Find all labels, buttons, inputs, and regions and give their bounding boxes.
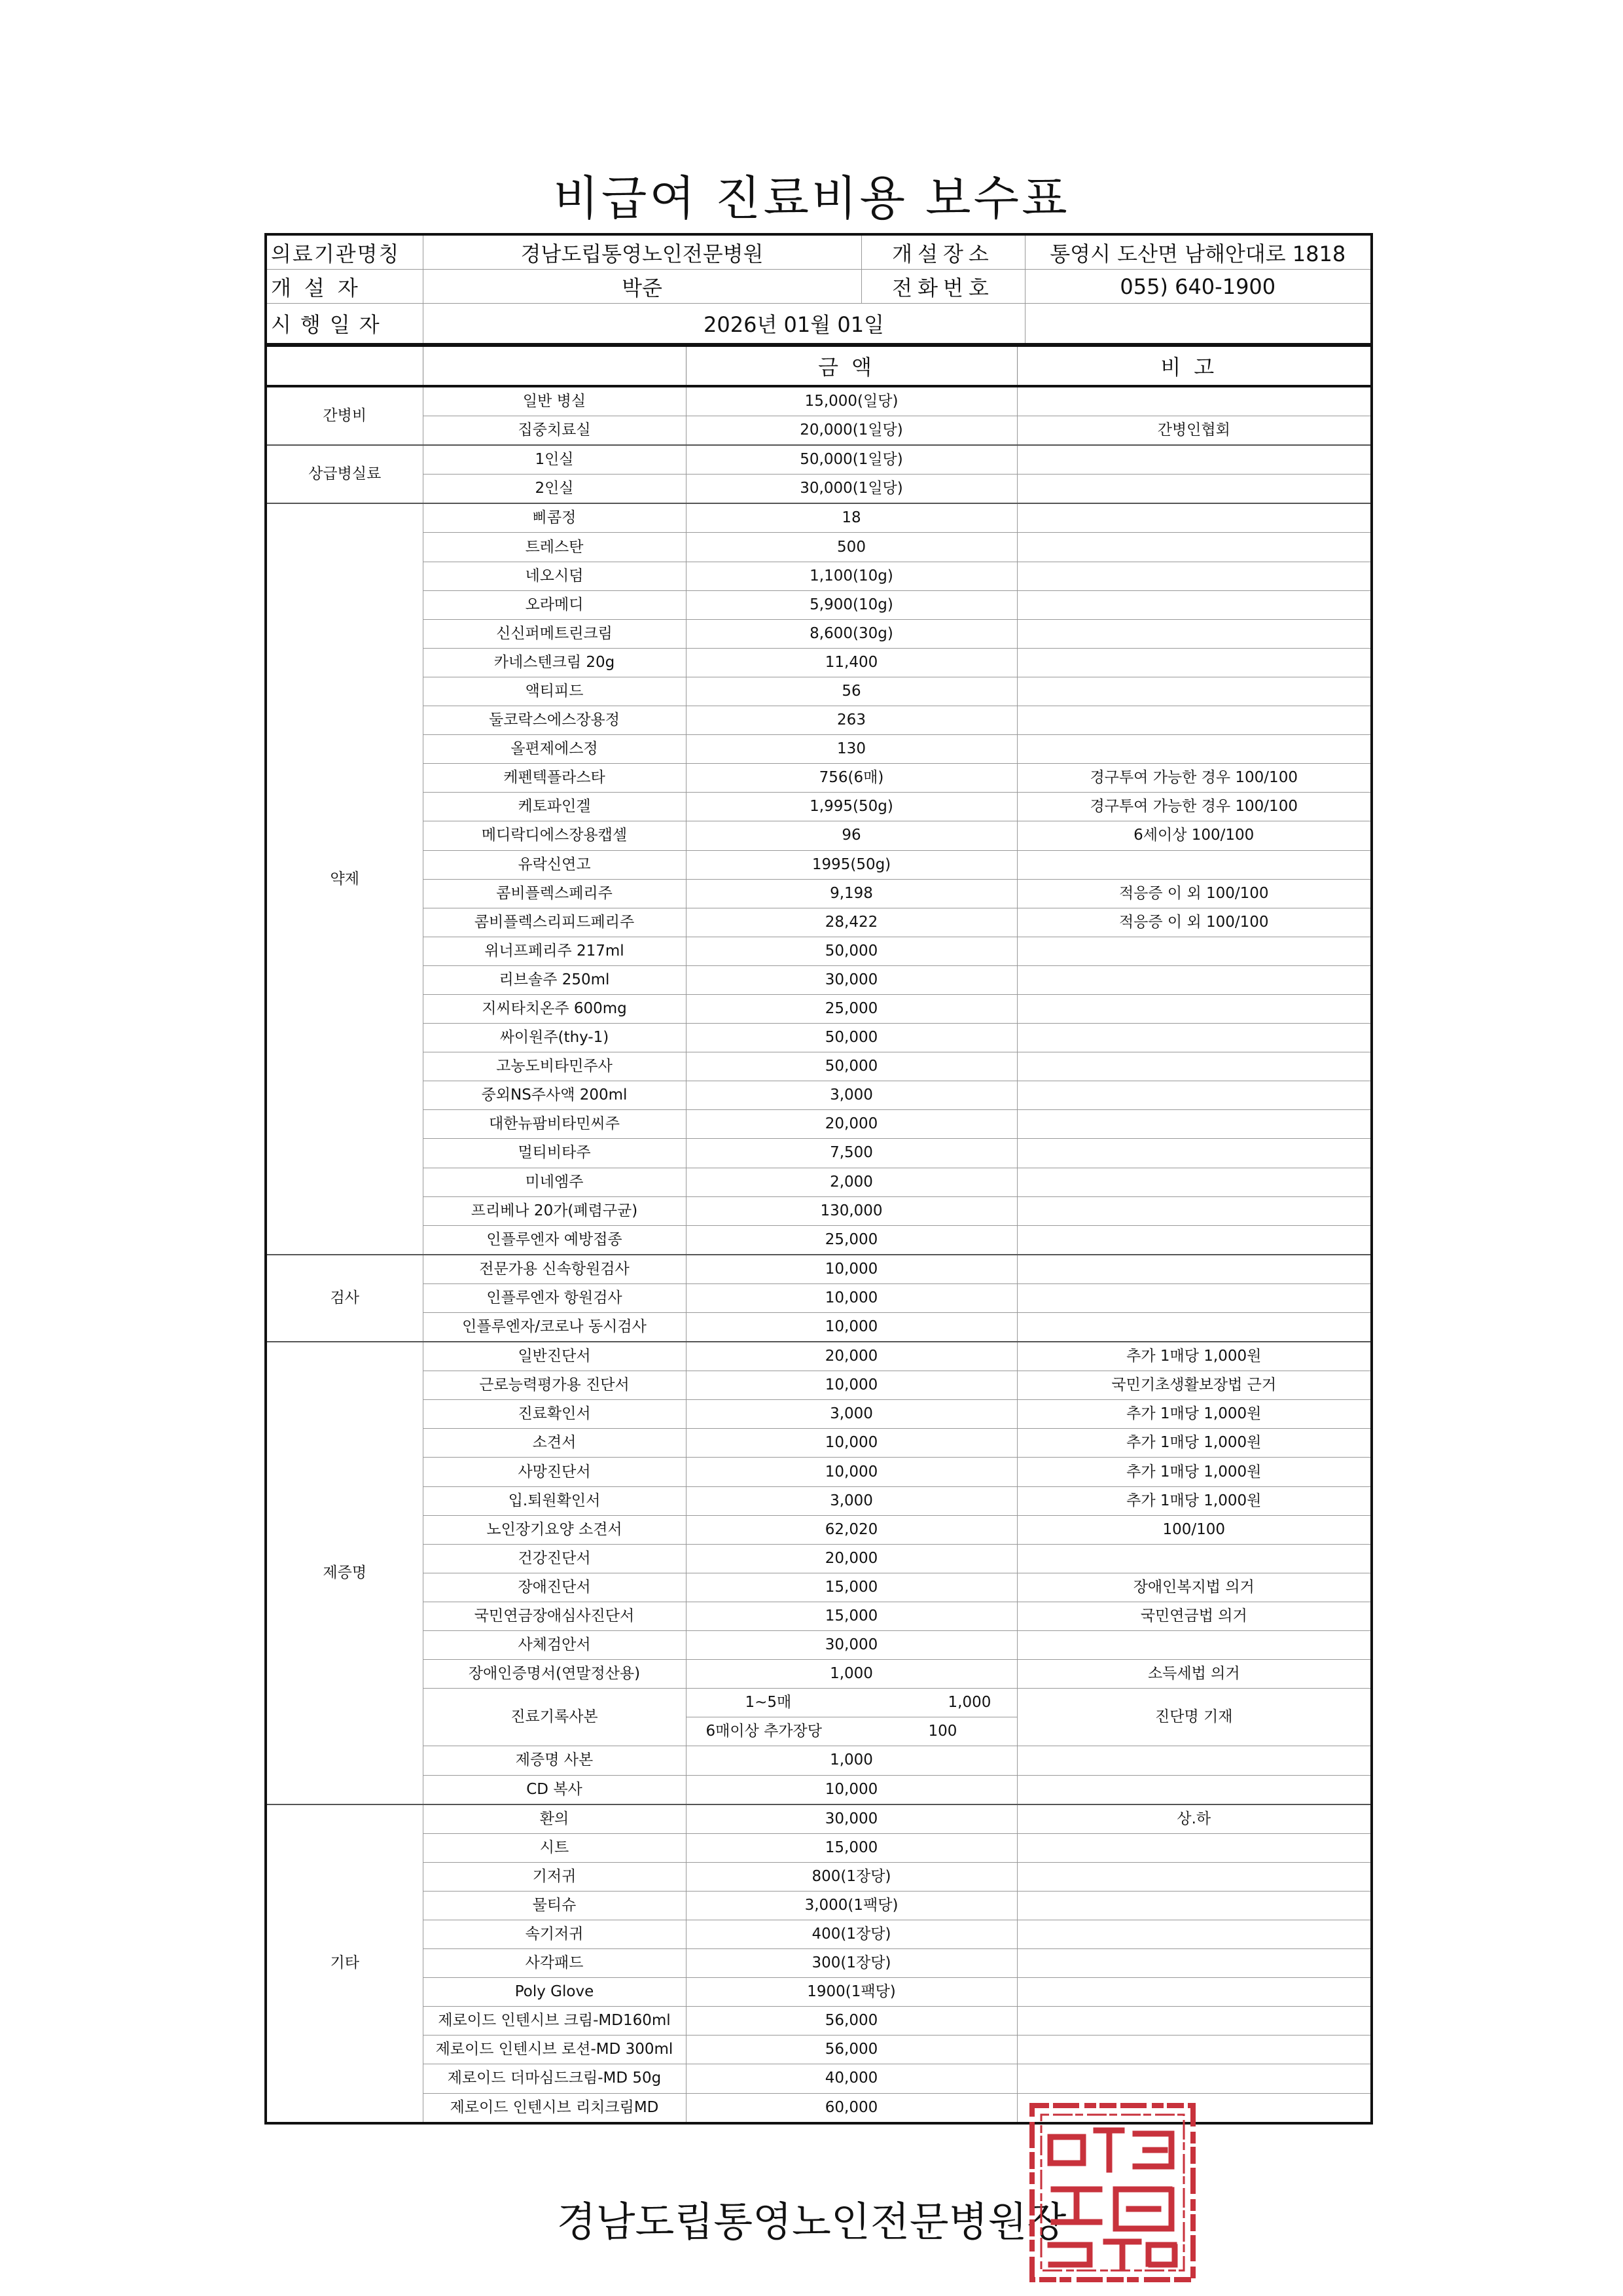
item-cell: 인플루엔자/코로나 동시검사 <box>423 1313 686 1342</box>
hospital-director-signature: 경남도립통영노인전문병원장 <box>556 2198 1067 2246</box>
info-empty-cell <box>1025 304 1372 345</box>
amount-cell: 3,000 <box>686 1486 1017 1515</box>
amount-cell: 15,000 <box>686 1602 1017 1630</box>
table-row <box>266 619 1372 648</box>
table-row <box>266 1660 1372 1689</box>
item-cell: 싸이원주(thy-1) <box>423 1024 686 1052</box>
item-cell: 속기저귀 <box>423 1920 686 1948</box>
note-cell: 적응증 이 외 100/100 <box>1017 908 1372 937</box>
note-cell <box>1017 1631 1372 1660</box>
amount-cell: 130,000 <box>686 1196 1017 1225</box>
amount-cell: 15,000 <box>686 1833 1017 1862</box>
item-cell: 카네스텐크림 20g <box>423 648 686 677</box>
item-cell: 유락신연고 <box>423 850 686 879</box>
amount-cell: 20,000 <box>686 1342 1017 1371</box>
table-row <box>266 386 1372 416</box>
item-cell: CD 복사 <box>423 1775 686 1804</box>
page-title: 비급여 진료비용 보수표 <box>553 171 1070 226</box>
amount-cell: 756(6매) <box>686 764 1017 793</box>
table-row <box>266 1746 1372 1775</box>
item-cell: 소견서 <box>423 1429 686 1458</box>
note-cell <box>1017 1196 1372 1225</box>
item-cell: 위너프페리주 217ml <box>423 937 686 965</box>
item-cell: 사망진단서 <box>423 1458 686 1486</box>
amount-cell: 50,000(1일당) <box>686 445 1017 475</box>
note-cell <box>1017 1746 1372 1775</box>
item-cell: 중외NS주사액 200ml <box>423 1081 686 1110</box>
note-cell <box>1017 1920 1372 1948</box>
table-row <box>266 1110 1372 1139</box>
table-row <box>266 1775 1372 1804</box>
table-row <box>266 1458 1372 1486</box>
amount-cell: 15,000 <box>686 1573 1017 1602</box>
amount-cell: 56 <box>686 677 1017 706</box>
note-cell: 경구투여 가능한 경우 100/100 <box>1017 793 1372 821</box>
note-cell: 진단명 기재 <box>1017 1689 1372 1746</box>
table-row <box>266 1168 1372 1196</box>
fee-header-row <box>266 346 1372 386</box>
category-cell: 제증명 <box>266 1342 423 1804</box>
note-cell: 추가 1매당 1,000원 <box>1017 1342 1372 1371</box>
amount-cell: 1,995(50g) <box>686 793 1017 821</box>
amount-cell <box>686 1717 1017 1746</box>
effective-date-label: 시행일자 <box>266 304 423 345</box>
table-row <box>266 1573 1372 1602</box>
note-cell <box>1017 1081 1372 1110</box>
note-cell <box>1017 850 1372 879</box>
item-cell: 액티피드 <box>423 677 686 706</box>
table-row <box>266 1486 1372 1515</box>
item-cell: 프리베나 20가(폐렴구균) <box>423 1196 686 1225</box>
note-cell: 추가 1매당 1,000원 <box>1017 1486 1372 1515</box>
institution-value: 경남도립통영노인전문병원 <box>423 234 861 270</box>
note-cell <box>1017 2064 1372 2093</box>
item-cell: 멀티비타주 <box>423 1139 686 1168</box>
item-cell: 제로이드 인텐시브 크림-MD160ml <box>423 2007 686 2036</box>
amount-cell: 5,900(10g) <box>686 590 1017 619</box>
amount-cell: 62,020 <box>686 1515 1017 1544</box>
table-row <box>266 1631 1372 1660</box>
item-cell: Poly Glove <box>423 1978 686 2007</box>
item-cell: 물티슈 <box>423 1891 686 1920</box>
amount-cell: 10,000 <box>686 1429 1017 1458</box>
amount-cell: 800(1장당) <box>686 1862 1017 1891</box>
item-cell: 근로능력평가용 진단서 <box>423 1371 686 1400</box>
note-cell <box>1017 1544 1372 1573</box>
amount-cell: 50,000 <box>686 1052 1017 1081</box>
table-row <box>266 706 1372 735</box>
table-row <box>266 1024 1372 1052</box>
item-cell: 진료기록사본 <box>423 1689 686 1746</box>
note-cell: 추가 1매당 1,000원 <box>1017 1429 1372 1458</box>
amount-range-value: 100 <box>928 1723 957 1740</box>
amount-cell: 1995(50g) <box>686 850 1017 879</box>
note-cell: 적응증 이 외 100/100 <box>1017 879 1372 908</box>
founder-label: 개설자 <box>266 270 423 304</box>
item-cell: 장애인증명서(연말정산용) <box>423 1660 686 1689</box>
note-cell: 추가 1매당 1,000원 <box>1017 1400 1372 1429</box>
note-cell: 장애인복지법 의거 <box>1017 1573 1372 1602</box>
table-row <box>266 879 1372 908</box>
table-row <box>266 648 1372 677</box>
note-cell <box>1017 1978 1372 2007</box>
note-cell: 국민연금법 의거 <box>1017 1602 1372 1630</box>
note-cell <box>1017 1052 1372 1081</box>
table-row <box>266 850 1372 879</box>
table-row <box>266 416 1372 446</box>
table-row <box>266 735 1372 764</box>
item-cell: 오라메디 <box>423 590 686 619</box>
item-cell: 올편제에스정 <box>423 735 686 764</box>
item-cell: 일반진단서 <box>423 1342 686 1371</box>
note-cell <box>1017 994 1372 1023</box>
item-cell: 진료확인서 <box>423 1400 686 1429</box>
note-cell: 추가 1매당 1,000원 <box>1017 1458 1372 1486</box>
amount-cell: 28,422 <box>686 908 1017 937</box>
amount-cell: 18 <box>686 503 1017 533</box>
header-category <box>266 346 423 386</box>
item-cell: 1인실 <box>423 445 686 475</box>
amount-cell: 400(1장당) <box>686 1920 1017 1948</box>
official-seal-stamp <box>1024 2098 1201 2287</box>
note-cell <box>1017 590 1372 619</box>
amount-cell: 11,400 <box>686 648 1017 677</box>
fee-table <box>264 344 1373 2125</box>
item-cell: 콤비플렉스페리주 <box>423 879 686 908</box>
amount-cell: 263 <box>686 706 1017 735</box>
table-row <box>266 1139 1372 1168</box>
amount-cell: 10,000 <box>686 1283 1017 1312</box>
table-row <box>266 1429 1372 1458</box>
amount-cell: 10,000 <box>686 1313 1017 1342</box>
table-row <box>266 764 1372 793</box>
table-row <box>266 1255 1372 1284</box>
item-cell: 건강진단서 <box>423 1544 686 1573</box>
amount-cell: 7,500 <box>686 1139 1017 1168</box>
amount-cell: 9,198 <box>686 879 1017 908</box>
amount-cell: 15,000(일당) <box>686 386 1017 416</box>
amount-cell: 8,600(30g) <box>686 619 1017 648</box>
amount-cell: 30,000 <box>686 1631 1017 1660</box>
table-row <box>266 1833 1372 1862</box>
table-row <box>266 821 1372 850</box>
note-cell <box>1017 965 1372 994</box>
item-cell: 환의 <box>423 1804 686 1834</box>
table-row <box>266 1313 1372 1342</box>
seal-stamp-mark <box>1032 2106 1193 2280</box>
amount-cell: 30,000 <box>686 1804 1017 1834</box>
table-row <box>266 937 1372 965</box>
table-row <box>266 994 1372 1023</box>
note-cell <box>1017 503 1372 533</box>
founder-value: 박준 <box>423 270 861 304</box>
note-cell <box>1017 1024 1372 1052</box>
amount-range-label: 6매이상 추가장당 <box>705 1723 822 1740</box>
amount-cell: 50,000 <box>686 937 1017 965</box>
amount-cell: 20,000(1일당) <box>686 416 1017 446</box>
table-row <box>266 1400 1372 1429</box>
note-cell <box>1017 1283 1372 1312</box>
category-cell: 약제 <box>266 503 423 1254</box>
note-cell <box>1017 677 1372 706</box>
note-cell <box>1017 648 1372 677</box>
item-cell: 국민연금장애심사진단서 <box>423 1602 686 1630</box>
item-cell: 사각패드 <box>423 1949 686 1978</box>
item-cell: 신신퍼메트린크림 <box>423 619 686 648</box>
note-cell <box>1017 445 1372 475</box>
note-cell <box>1017 706 1372 735</box>
table-row <box>266 1891 1372 1920</box>
amount-cell: 1,100(10g) <box>686 562 1017 590</box>
item-cell: 입.퇴원확인서 <box>423 1486 686 1515</box>
note-cell <box>1017 1225 1372 1255</box>
fee-table-body <box>266 386 1372 2123</box>
amount-cell: 1,000 <box>686 1746 1017 1775</box>
item-cell: 지씨타치온주 600mg <box>423 994 686 1023</box>
table-row <box>266 1862 1372 1891</box>
amount-cell: 25,000 <box>686 994 1017 1023</box>
note-cell <box>1017 475 1372 504</box>
note-cell <box>1017 2007 1372 2036</box>
table-row <box>266 965 1372 994</box>
institution-label: 의료기관명칭 <box>266 234 423 270</box>
table-row <box>266 1342 1372 1371</box>
note-cell <box>1017 619 1372 648</box>
amount-cell: 10,000 <box>686 1255 1017 1284</box>
amount-cell: 60,000 <box>686 2093 1017 2123</box>
note-cell <box>1017 735 1372 764</box>
header-note: 비고 <box>1017 346 1372 386</box>
amount-cell: 1900(1팩당) <box>686 1978 1017 2007</box>
category-cell: 간병비 <box>266 386 423 445</box>
note-cell <box>1017 1255 1372 1284</box>
info-row <box>266 234 1372 270</box>
item-cell: 장애진단서 <box>423 1573 686 1602</box>
note-cell <box>1017 1110 1372 1139</box>
table-row <box>266 1978 1372 2007</box>
table-row <box>266 1804 1372 1834</box>
note-cell <box>1017 1833 1372 1862</box>
effective-date-value: 2026년 01월 01일 <box>423 304 1025 345</box>
amount-cell: 10,000 <box>686 1775 1017 1804</box>
table-row <box>266 562 1372 590</box>
table-row <box>266 2064 1372 2093</box>
amount-cell: 30,000(1일당) <box>686 475 1017 504</box>
table-row <box>266 1920 1372 1948</box>
table-row <box>266 2093 1372 2123</box>
header-amount: 금액 <box>686 346 1017 386</box>
table-row <box>266 1052 1372 1081</box>
note-cell <box>1017 1168 1372 1196</box>
item-cell: 인플루엔자 항원검사 <box>423 1283 686 1312</box>
note-cell <box>1017 533 1372 562</box>
item-cell: 콤비플렉스리피드페리주 <box>423 908 686 937</box>
amount-cell: 40,000 <box>686 2064 1017 2093</box>
info-row <box>266 270 1372 304</box>
table-row <box>266 1949 1372 1978</box>
amount-cell: 56,000 <box>686 2036 1017 2064</box>
amount-cell: 500 <box>686 533 1017 562</box>
table-row <box>266 475 1372 504</box>
note-cell <box>1017 1862 1372 1891</box>
table-row <box>266 2007 1372 2036</box>
table-row <box>266 1544 1372 1573</box>
item-cell: 사체검안서 <box>423 1631 686 1660</box>
table-row <box>266 1515 1372 1544</box>
amount-cell: 25,000 <box>686 1225 1017 1255</box>
amount-cell: 20,000 <box>686 1544 1017 1573</box>
note-cell: 100/100 <box>1017 1515 1372 1544</box>
table-row <box>266 1689 1372 1717</box>
table-row <box>266 677 1372 706</box>
note-cell: 경구투여 가능한 경우 100/100 <box>1017 764 1372 793</box>
note-cell: 국민기초생활보장법 근거 <box>1017 1371 1372 1400</box>
item-cell: 기저귀 <box>423 1862 686 1891</box>
item-cell: 시트 <box>423 1833 686 1862</box>
item-cell: 2인실 <box>423 475 686 504</box>
item-cell: 제로이드 인텐시브 로션-MD 300ml <box>423 2036 686 2064</box>
item-cell: 케토파인겔 <box>423 793 686 821</box>
amount-cell: 20,000 <box>686 1110 1017 1139</box>
note-cell <box>1017 1775 1372 1804</box>
amount-cell: 56,000 <box>686 2007 1017 2036</box>
note-cell: 상.하 <box>1017 1804 1372 1834</box>
item-cell: 집중치료실 <box>423 416 686 446</box>
note-cell: 6세이상 100/100 <box>1017 821 1372 850</box>
phone-label: 전화번호 <box>861 270 1025 304</box>
amount-cell: 10,000 <box>686 1458 1017 1486</box>
item-cell: 고농도비타민주사 <box>423 1052 686 1081</box>
amount-cell: 130 <box>686 735 1017 764</box>
item-cell: 대한뉴팜비타민씨주 <box>423 1110 686 1139</box>
amount-cell: 3,000 <box>686 1081 1017 1110</box>
info-row <box>266 304 1372 345</box>
note-cell <box>1017 1949 1372 1978</box>
amount-cell: 1,000 <box>686 1660 1017 1689</box>
location-value: 통영시 도산면 남해안대로 1818 <box>1025 234 1372 270</box>
amount-cell: 3,000(1팩당) <box>686 1891 1017 1920</box>
item-cell: 메디락디에스장용캡셀 <box>423 821 686 850</box>
institution-info-table <box>264 233 1373 346</box>
category-cell: 기타 <box>266 1804 423 2123</box>
note-cell <box>1017 1139 1372 1168</box>
note-cell <box>1017 2036 1372 2064</box>
table-row <box>266 1283 1372 1312</box>
item-cell: 미네엠주 <box>423 1168 686 1196</box>
table-row <box>266 1081 1372 1110</box>
item-cell: 노인장기요양 소견서 <box>423 1515 686 1544</box>
amount-cell <box>686 1689 1017 1717</box>
amount-cell: 300(1장당) <box>686 1949 1017 1978</box>
item-cell: 둘코락스에스장용정 <box>423 706 686 735</box>
note-cell <box>1017 937 1372 965</box>
item-cell: 인플루엔자 예방접종 <box>423 1225 686 1255</box>
item-cell: 삐콤정 <box>423 503 686 533</box>
table-row <box>266 793 1372 821</box>
item-cell: 제증명 사본 <box>423 1746 686 1775</box>
table-row <box>266 908 1372 937</box>
amount-cell: 96 <box>686 821 1017 850</box>
table-row <box>266 590 1372 619</box>
table-row <box>266 445 1372 475</box>
item-cell: 리브솔주 250ml <box>423 965 686 994</box>
header-item <box>423 346 686 386</box>
item-cell: 일반 병실 <box>423 386 686 416</box>
category-cell: 검사 <box>266 1255 423 1342</box>
table-row <box>266 2036 1372 2064</box>
phone-value: 055) 640-1900 <box>1025 270 1372 304</box>
table-row <box>266 1602 1372 1630</box>
item-cell: 제로이드 더마심드크림-MD 50g <box>423 2064 686 2093</box>
table-row <box>266 533 1372 562</box>
item-cell: 제로이드 인텐시브 리치크림MD <box>423 2093 686 2123</box>
table-row <box>266 1225 1372 1255</box>
note-cell <box>1017 1891 1372 1920</box>
item-cell: 트레스탄 <box>423 533 686 562</box>
table-row <box>266 1196 1372 1225</box>
amount-range-label: 1~5매 <box>745 1694 792 1712</box>
amount-cell: 10,000 <box>686 1371 1017 1400</box>
amount-cell: 3,000 <box>686 1400 1017 1429</box>
note-cell <box>1017 562 1372 590</box>
item-cell: 케펜텍플라스타 <box>423 764 686 793</box>
table-row <box>266 1371 1372 1400</box>
location-label: 개설장소 <box>861 234 1025 270</box>
amount-cell: 30,000 <box>686 965 1017 994</box>
note-cell <box>1017 1313 1372 1342</box>
note-cell: 간병인협회 <box>1017 416 1372 446</box>
amount-cell: 50,000 <box>686 1024 1017 1052</box>
table-row <box>266 503 1372 533</box>
note-cell <box>1017 386 1372 416</box>
item-cell: 네오시덤 <box>423 562 686 590</box>
amount-cell: 2,000 <box>686 1168 1017 1196</box>
category-cell: 상급병실료 <box>266 445 423 503</box>
amount-range-value: 1,000 <box>948 1694 991 1712</box>
item-cell: 전문가용 신속항원검사 <box>423 1255 686 1284</box>
note-cell: 소득세법 의거 <box>1017 1660 1372 1689</box>
